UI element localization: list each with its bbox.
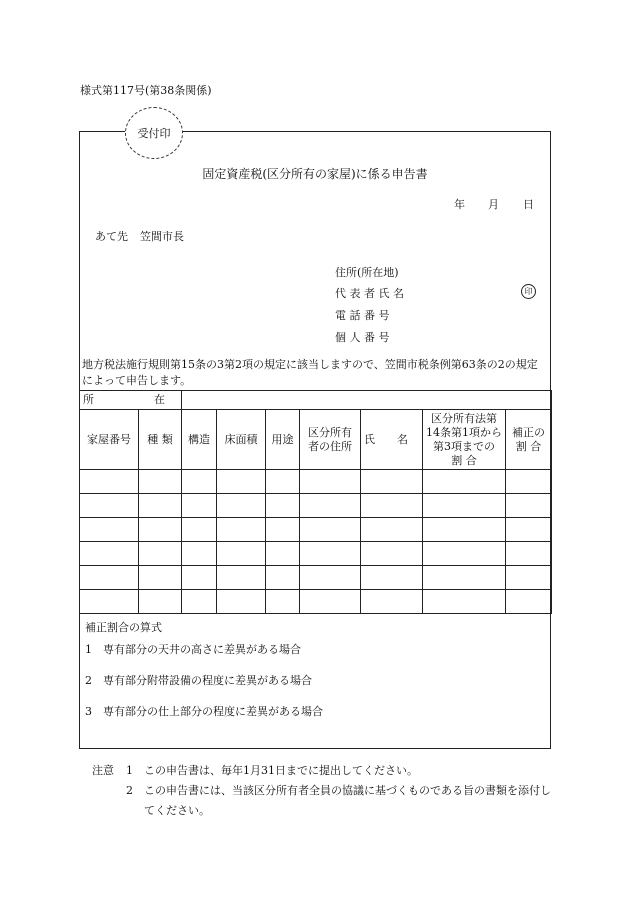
- table-cell[interactable]: [217, 518, 266, 542]
- addressee: [95, 228, 184, 244]
- location-label: 所 在: [80, 391, 182, 410]
- table-cell[interactable]: [506, 470, 552, 494]
- table-cell[interactable]: [217, 494, 266, 518]
- table-cell[interactable]: [300, 566, 361, 590]
- table-cell[interactable]: [182, 542, 217, 566]
- notes-section: [92, 761, 552, 821]
- formula-item: 2 専有部分附帯設備の程度に差異がある場合: [85, 674, 312, 687]
- table-cell[interactable]: [80, 566, 139, 590]
- table-cell[interactable]: [423, 470, 506, 494]
- table-cell[interactable]: [139, 566, 182, 590]
- table-cell[interactable]: [423, 518, 506, 542]
- table-cell[interactable]: [361, 470, 423, 494]
- table-cell[interactable]: [266, 470, 300, 494]
- table-cell[interactable]: [266, 542, 300, 566]
- header-floor-area: 床面積: [217, 410, 266, 470]
- table-cell[interactable]: [361, 566, 423, 590]
- table-cell[interactable]: [80, 590, 139, 614]
- table-cell[interactable]: [266, 518, 300, 542]
- header-owner-address: 区分所有者の住所: [300, 410, 361, 470]
- table-cell[interactable]: [300, 590, 361, 614]
- header-usage: 用途: [266, 410, 300, 470]
- table-cell[interactable]: [217, 566, 266, 590]
- table-cell[interactable]: [217, 590, 266, 614]
- table-cell[interactable]: [506, 590, 552, 614]
- formula-item: 3 専有部分の仕上部分の程度に差異がある場合: [85, 705, 323, 718]
- formula-title: 補正割合の算式: [85, 621, 162, 634]
- table-cell[interactable]: [182, 494, 217, 518]
- applicant-address-label: 住所(所在地): [335, 266, 399, 279]
- table-cell[interactable]: [266, 494, 300, 518]
- table-cell[interactable]: [423, 542, 506, 566]
- notes-label: 注意: [92, 764, 114, 777]
- table-cell[interactable]: [423, 590, 506, 614]
- table-cell[interactable]: [266, 566, 300, 590]
- header-ownership-ratio: 区分所有法第14条第1項から第3項までの 割 合: [423, 410, 506, 470]
- addressee-prefix: あて先: [95, 230, 128, 243]
- table-cell[interactable]: [139, 590, 182, 614]
- table-cell[interactable]: [506, 542, 552, 566]
- formula-item: 1 専有部分の天井の高さに差異がある場合: [85, 643, 301, 656]
- date-year-label: 年: [454, 198, 465, 211]
- seal-icon: 印: [521, 284, 536, 299]
- date-month-label: 月: [488, 198, 499, 211]
- table-cell[interactable]: [80, 494, 139, 518]
- header-house-number: 家屋番号: [80, 410, 139, 470]
- addressee-name: 笠間市長: [140, 230, 184, 243]
- table-cell[interactable]: [361, 518, 423, 542]
- header-correction-ratio: 補正の割 合: [506, 410, 552, 470]
- header-type: 種 類: [139, 410, 182, 470]
- note-item: 注意 1 この申告書は、毎年1月31日までに提出してください。: [92, 761, 552, 781]
- reception-stamp-area: [125, 107, 183, 159]
- table-cell[interactable]: [139, 542, 182, 566]
- table-cell[interactable]: [182, 590, 217, 614]
- applicant-phone-label: 電 話 番 号: [335, 309, 390, 322]
- note-item: 2 この申告書には、当該区分所有者全員の協議に基づくものである旨の書類を添付してください。: [126, 784, 551, 817]
- table-row: [80, 590, 552, 614]
- table-row: [80, 518, 552, 542]
- table-cell[interactable]: [300, 494, 361, 518]
- location-value[interactable]: [182, 391, 552, 410]
- table-cell[interactable]: [361, 590, 423, 614]
- table-cell[interactable]: [80, 518, 139, 542]
- table-cell[interactable]: [300, 542, 361, 566]
- table-cell[interactable]: [361, 494, 423, 518]
- declaration-text: 地方税法施行規則第15条の3第2項の規定に該当しますので、笠間市税条例第63条の2の規定によって申告します。: [82, 358, 538, 387]
- table-cell[interactable]: [361, 542, 423, 566]
- table-row: [80, 542, 552, 566]
- date-day-label: 日: [523, 198, 534, 211]
- table-cell[interactable]: [182, 518, 217, 542]
- header-structure: 構造: [182, 410, 217, 470]
- table-cell[interactable]: [182, 470, 217, 494]
- table-cell[interactable]: [217, 542, 266, 566]
- document-title: 固定資産税(区分所有の家屋)に係る申告書: [202, 167, 428, 181]
- table-cell[interactable]: [506, 566, 552, 590]
- stamp-label: 受付印: [137, 127, 171, 140]
- table-cell[interactable]: [300, 470, 361, 494]
- table-cell[interactable]: [80, 470, 139, 494]
- table-cell[interactable]: [506, 494, 552, 518]
- table-cell[interactable]: [139, 494, 182, 518]
- table-cell[interactable]: [139, 470, 182, 494]
- table-row: [80, 470, 552, 494]
- applicant-representative-label: 代 表 者 氏 名: [335, 287, 404, 300]
- table-cell[interactable]: [266, 590, 300, 614]
- form-number-label: 様式第117号(第38条関係): [80, 84, 212, 97]
- table-cell[interactable]: [139, 518, 182, 542]
- table-cell[interactable]: [217, 470, 266, 494]
- table-cell[interactable]: [506, 518, 552, 542]
- table-cell[interactable]: [182, 566, 217, 590]
- table-row: [80, 566, 552, 590]
- header-owner-name: 氏 名: [361, 410, 423, 470]
- applicant-individual-number-label: 個 人 番 号: [335, 331, 390, 344]
- table-cell[interactable]: [300, 518, 361, 542]
- table-row: [80, 494, 552, 518]
- property-table: [79, 390, 552, 614]
- table-cell[interactable]: [423, 566, 506, 590]
- table-cell[interactable]: [423, 494, 506, 518]
- table-cell[interactable]: [80, 542, 139, 566]
